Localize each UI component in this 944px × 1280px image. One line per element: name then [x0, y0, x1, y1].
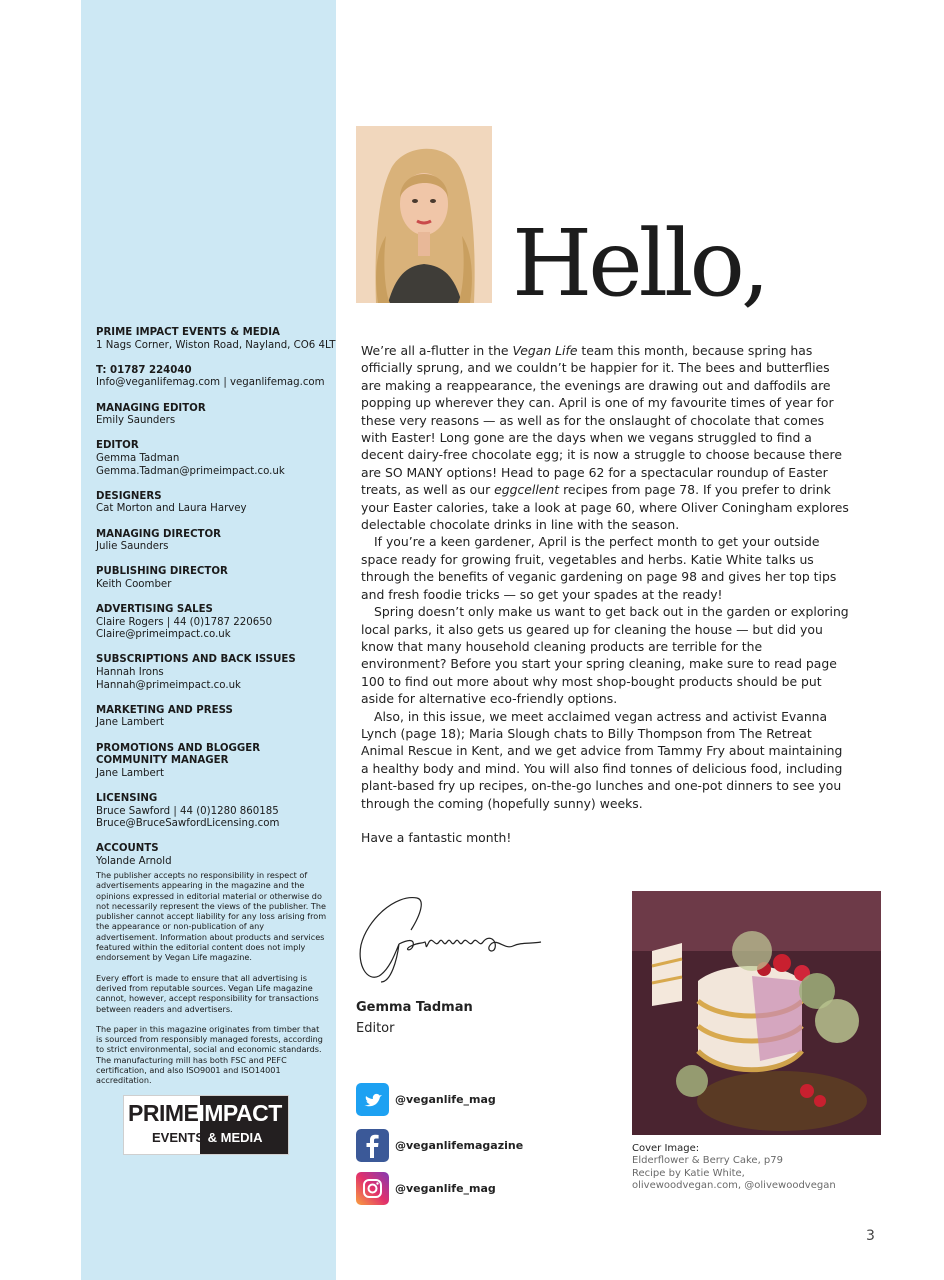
credit-managing-director: MANAGING DIRECTOR Julie Saunders	[96, 528, 222, 553]
credit-contact: T: 01787 224040 Info@veganlifemag.com | veganlifemag.com	[96, 364, 325, 389]
instagram-handle[interactable]: @veganlife_mag	[395, 1181, 496, 1195]
editor-letter	[361, 342, 851, 847]
instagram-icon[interactable]	[356, 1172, 389, 1205]
twitter-icon[interactable]	[356, 1083, 389, 1116]
editor-name: Gemma Tadman	[356, 1000, 473, 1015]
credit-managing-editor: MANAGING EDITOR Emily Saunders	[96, 402, 206, 427]
masthead-credits	[96, 327, 336, 881]
greeting-heading: Hello,	[512, 210, 767, 317]
credit-marketing: MARKETING AND PRESS Jane Lambert	[96, 704, 233, 729]
prime-impact-logo: PRIMEIMPACT EVENTS & MEDIA	[123, 1095, 289, 1155]
credit-subscriptions: SUBSCRIPTIONS AND BACK ISSUES Hannah Irons Hannah@primeimpact.co.uk	[96, 654, 296, 691]
credit-accounts: ACCOUNTS Yolande Arnold	[96, 843, 172, 867]
credit-publishing-director: PUBLISHING DIRECTOR Keith Coomber	[96, 566, 228, 590]
editor-portrait-photo	[356, 126, 492, 303]
social-facebook[interactable]	[356, 1128, 606, 1162]
twitter-handle[interactable]: @veganlife_mag	[395, 1092, 496, 1106]
letter-signoff: Have a fantastic month!	[361, 830, 512, 846]
handwritten-signature	[355, 890, 550, 985]
credit-company: PRIME IMPACT EVENTS & MEDIA 1 Nags Corner, Wiston Road, Nayland, CO6 4LT	[96, 327, 336, 351]
disclaimer-paragraph: The paper in this magazine originates from timber that is sourced from responsibly managed forests, according to strict environmental, social and economic standards. The manufacturing mill has both FSC and PEFC certification, and also ISO9001 and ISO14001 accreditation.	[96, 1023, 323, 1086]
letter-paragraph: Also, in this issue, we meet acclaimed vegan actress and activist Evanna Lynch (page 18); Maria Slough chats to Billy Thompson from The Retreat Animal Rescue in Kent, and we get advice from Tammy Fry about maintaining a healthy body and mind. You will also find tonnes of delicious food, including plant-based fry up recipes, on-the-go lunches and one-pot dinners to see you through the coming (hopefully sunny) weeks.	[361, 708, 843, 811]
cover-image-caption: Cover Image: Elderflower & Berry Cake, p79 Recipe by Katie White, olivewoodvegan.com, @olivewoodvegan	[632, 1143, 836, 1192]
credit-promotions: PROMOTIONS AND BLOGGER COMMUNITY MANAGER Jane Lambert	[96, 742, 261, 779]
cover-image-photo	[632, 891, 881, 1135]
editor-role: Editor	[356, 1021, 395, 1036]
letter-paragraph: Spring doesn’t only make us want to get back out in the garden or exploring local parks, it also gets us geared up for cleaning the house — but did you know that many household cleaning products are terrible for the environment? Before you start your spring cleaning, make sure to read page 100 to find out more about why most shop-bought products should be put aside for alternative eco-friendly options.	[361, 604, 849, 707]
page-number: 3	[866, 1228, 875, 1244]
credit-designers: DESIGNERS Cat Morton and Laura Harvey	[96, 490, 247, 515]
legal-disclaimer	[96, 870, 328, 1096]
letter-paragraph: If you’re a keen gardener, April is the perfect month to get your outside space ready for growing fruit, vegetables and herbs. Katie White talks us through the benefits of veganic gardening on page 98 and gives her top tips and fresh foodie tricks — so get your spades at the ready!	[361, 534, 837, 602]
facebook-handle[interactable]: @veganlifemagazine	[395, 1138, 524, 1152]
disclaimer-paragraph: Every effort is made to ensure that all advertising is derived from reputable sources. Vegan Life magazine cannot, however, accept responsibility for transactions between readers and advertisers.	[96, 972, 319, 1014]
credit-editor: EDITOR Gemma Tadman Gemma.Tadman@primeimpact.co.uk	[96, 440, 285, 477]
facebook-icon[interactable]	[356, 1129, 389, 1162]
credit-advertising-sales: ADVERTISING SALES Claire Rogers | 44 (0)1787 220650 Claire@primeimpact.co.uk	[96, 604, 273, 641]
social-instagram[interactable]	[356, 1171, 606, 1205]
credit-licensing: LICENSING Bruce Sawford | 44 (0)1280 860185 Bruce@BruceSawfordLicensing.com	[96, 792, 280, 830]
disclaimer-paragraph: The publisher accepts no responsibility in respect of advertisements appearing in the magazine and the opinions expressed in editorial material or otherwise do not necessarily represent the views of the publisher. The publisher cannot accept liability for any loss arising from the appearance or non-publication of any advertisement. Information about products and services featured within the editorial content does not imply endorsement by Vegan Life magazine.	[96, 870, 327, 963]
social-twitter[interactable]	[356, 1082, 606, 1116]
letter-paragraph: We’re all a-flutter in the Vegan Life team this month, because spring has officially sprung, and we couldn’t be happier for it. The bees and butterflies are making a reappearance, the evenings are drawing out and daffodils are popping up wherever they can. April is one of my favourite times of year for these very reasons — as well as for the onslaught of chocolate that comes with Easter! Long gone are the days when we vegans struggled to find a decent dairy-free chocolate egg; it is now a struggle to choose because there are SO MANY options! Head to page 62 for a spectacular roundup of Easter treats, as well as our eggcellent recipes from page 78. If you prefer to drink your Easter calories, take a look at page 60, where Oliver Coningham explores delectable chocolate drinks in line with the season.	[361, 343, 849, 533]
